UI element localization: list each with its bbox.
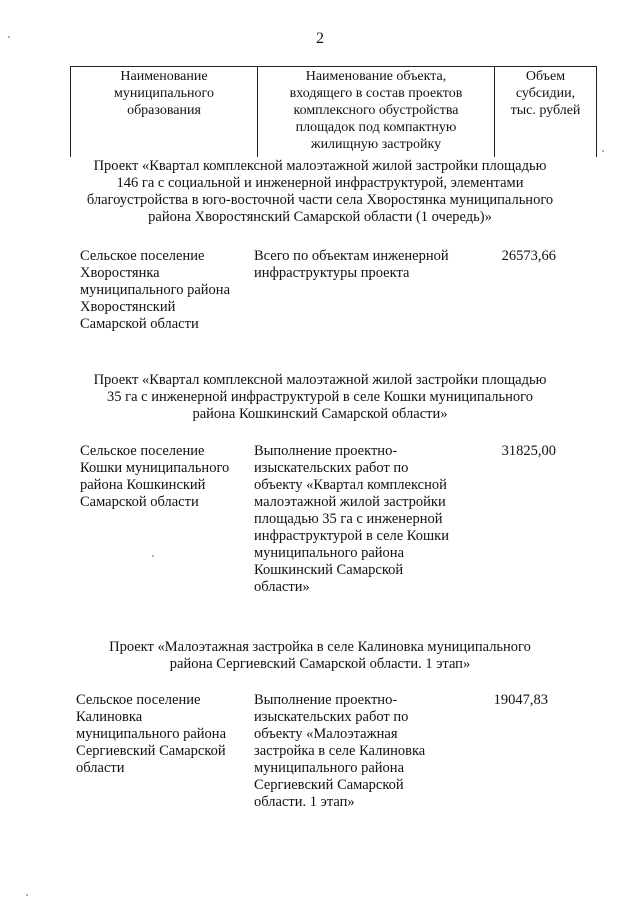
scan-speck	[8, 36, 10, 38]
section-title-line: Проект «Малоэтажная застройка в селе Калиновка муниципального	[109, 639, 531, 655]
scan-speck	[26, 894, 28, 896]
subsidy-amount: 31825,00	[501, 443, 556, 459]
section-title	[72, 372, 568, 423]
section-title	[72, 639, 568, 673]
object-line: малоэтажной жилой застройки	[254, 494, 446, 510]
header-cell-object	[258, 67, 495, 158]
object-cell	[254, 248, 470, 282]
object-line: объекту «Квартал комплексной	[254, 477, 447, 493]
object-line: Выполнение проектно-	[254, 443, 398, 459]
section-title	[72, 158, 568, 226]
municipality-line: Самарской области	[80, 316, 199, 332]
object-line: Всего по объектам инженерной	[254, 248, 449, 264]
municipality-cell	[80, 443, 248, 511]
object-line: муниципального района	[254, 545, 404, 561]
municipality-line: района Кошкинский	[80, 477, 206, 493]
section-title-line: района Хворостянский Самарской области (1 очередь)»	[148, 209, 492, 225]
municipality-line: Хворостянский	[80, 299, 176, 315]
header-cell-subsidy	[495, 67, 597, 158]
table-header	[70, 66, 597, 157]
municipality-line: Самарской области	[80, 494, 199, 510]
municipality-line: Сергиевский Самарской	[76, 743, 226, 759]
header-municipality-line: муниципального	[114, 86, 214, 101]
object-line: области. 1 этап»	[254, 794, 355, 810]
object-line: Сергиевский Самарской	[254, 777, 404, 793]
header-subsidy-line: субсидии,	[515, 86, 576, 101]
header-object-line: входящего в состав проектов	[289, 86, 463, 101]
subsidy-amount: 19047,83	[493, 692, 548, 708]
subsidy-amount: 26573,66	[501, 248, 556, 264]
object-line: инфраструктуры проекта	[254, 265, 410, 281]
object-cell	[254, 692, 470, 811]
table-header-row	[71, 67, 597, 158]
municipality-line: Калиновка	[76, 709, 143, 725]
object-line: застройка в селе Калиновка	[254, 743, 426, 759]
object-line: инфраструктурой в селе Кошки	[254, 528, 449, 544]
object-line: изыскательских работ по	[254, 709, 409, 725]
header-cell-municipality	[71, 67, 258, 158]
municipality-line: муниципального района	[80, 282, 230, 298]
header-municipality-line: образования	[127, 103, 201, 118]
municipality-cell	[76, 692, 244, 777]
object-line: Кошкинский Самарской	[254, 562, 404, 578]
municipality-cell	[80, 248, 248, 333]
municipality-line: Хворостянка	[80, 265, 160, 281]
header-object-line: комплексного обустройства	[293, 103, 459, 118]
header-subsidy-line: тыс. рублей	[510, 103, 581, 118]
header-subsidy-line: Объем	[525, 69, 566, 84]
scan-speck	[152, 555, 154, 557]
header-object-line: Наименование объекта,	[305, 69, 447, 84]
page-number: 2	[316, 30, 324, 47]
object-cell	[254, 443, 470, 596]
municipality-line: муниципального района	[76, 726, 226, 742]
municipality-line: Сельское поселение	[80, 443, 205, 459]
header-municipality-line: Наименование	[120, 69, 208, 84]
object-line: муниципального района	[254, 760, 404, 776]
object-line: площадью 35 га с инженерной	[254, 511, 443, 527]
municipality-line: Кошки муниципального	[80, 460, 230, 476]
object-line: Выполнение проектно-	[254, 692, 398, 708]
section-title-line: района Кошкинский Самарской области»	[192, 406, 448, 422]
municipality-line: Сельское поселение	[76, 692, 201, 708]
section-title-line: 35 га с инженерной инфраструктурой в селе Кошки муниципального	[107, 389, 533, 405]
section-title-line: Проект «Квартал комплексной малоэтажной жилой застройки площадью	[93, 158, 547, 174]
section-title-line: благоустройства в юго-восточной части села Хворостянка муниципального	[86, 192, 554, 208]
municipality-line: Сельское поселение	[80, 248, 205, 264]
object-line: изыскательских работ по	[254, 460, 409, 476]
section-title-line: 146 га с социальной и инженерной инфраструктурой, элементами	[116, 175, 524, 191]
header-object-line: жилищную застройку	[310, 137, 442, 152]
municipality-line: области	[76, 760, 125, 776]
object-line: объекту «Малоэтажная	[254, 726, 398, 742]
section-title-line: района Сергиевский Самарской области. 1 этап»	[169, 656, 471, 672]
scan-speck	[602, 150, 604, 152]
section-title-line: Проект «Квартал комплексной малоэтажной жилой застройки площадью	[93, 372, 547, 388]
header-object-line: площадок под компактную	[295, 120, 457, 135]
object-line: области»	[254, 579, 310, 595]
